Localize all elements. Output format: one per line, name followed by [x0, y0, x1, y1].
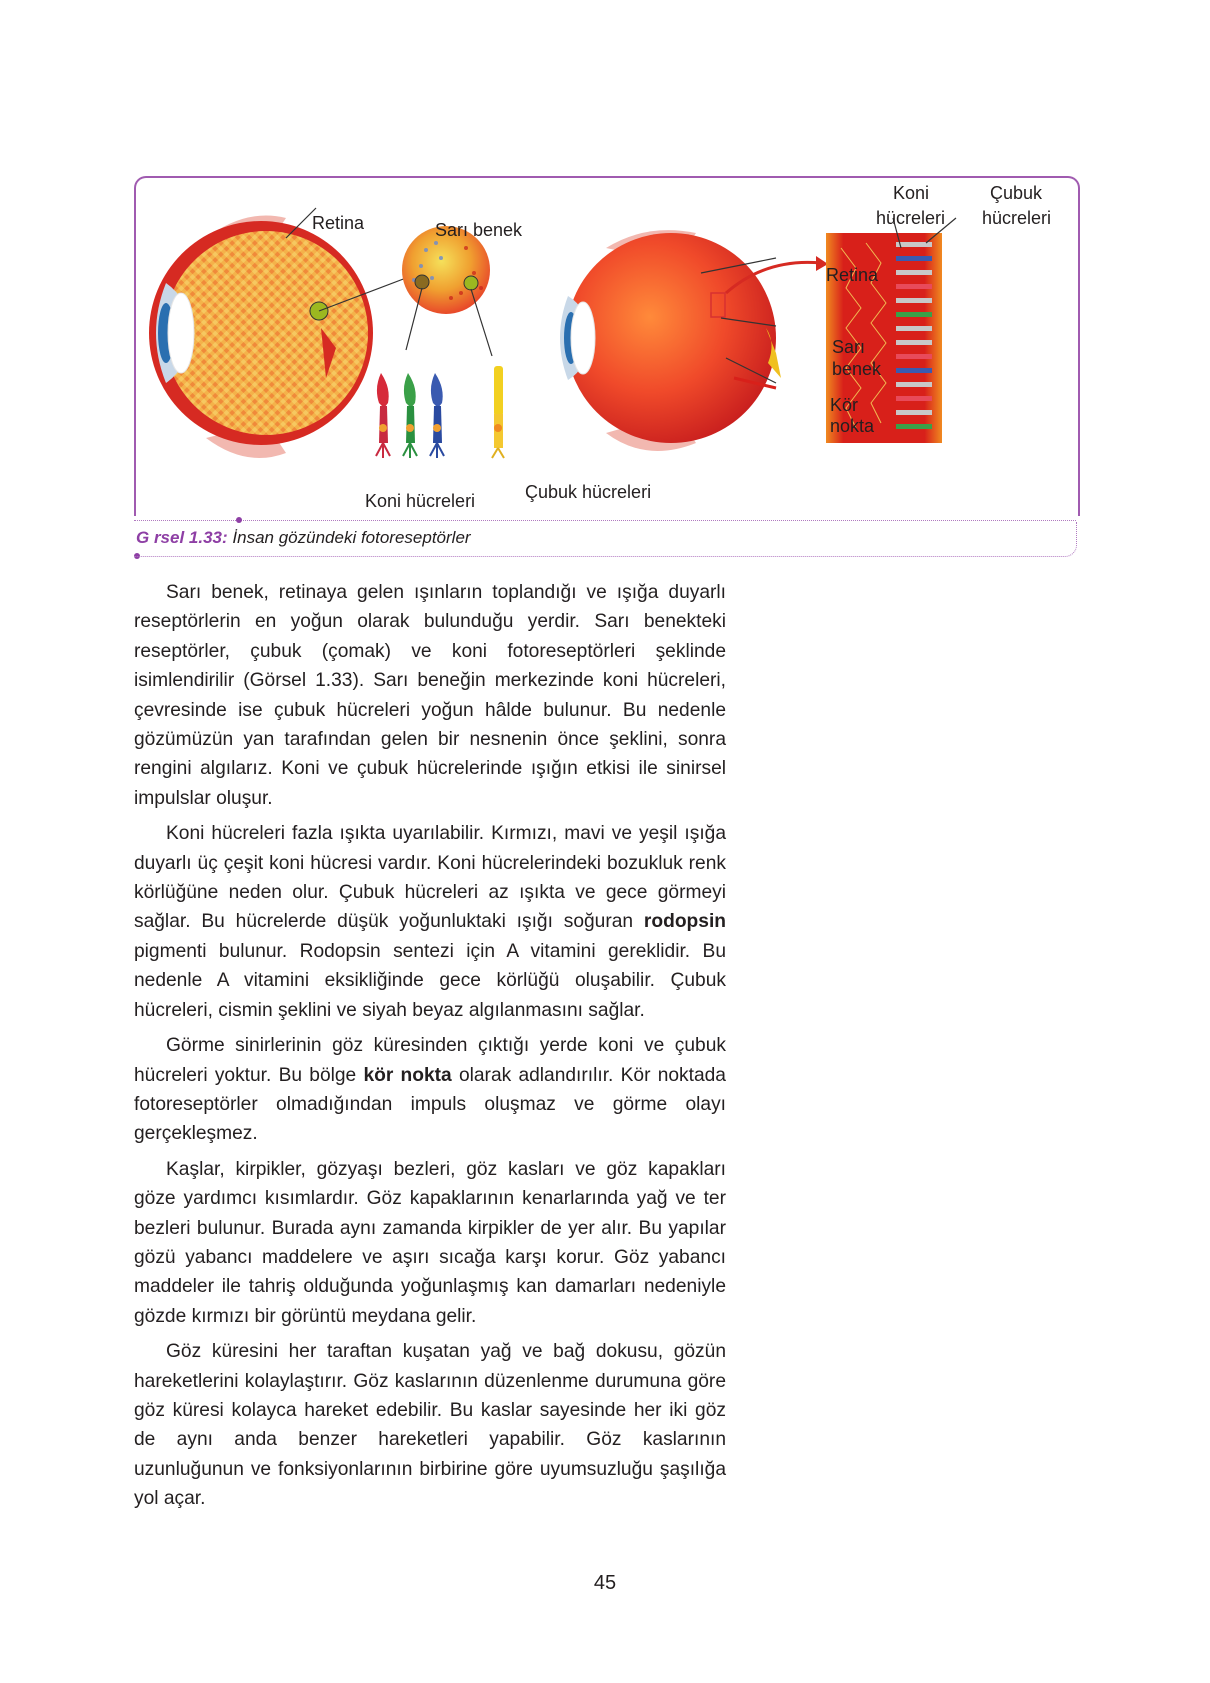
rod-cell	[492, 366, 504, 458]
label-koni-top-2: hücreleri	[876, 208, 946, 228]
label-sari-right-2: benek	[832, 359, 882, 379]
term-kor-nokta: kör nokta	[363, 1064, 452, 1086]
left-eye	[149, 208, 406, 458]
label-sari-right-1: Sarı	[832, 337, 866, 357]
label-kor-2: nokta	[830, 416, 875, 436]
figure-caption	[136, 528, 471, 548]
left-eye-retina-pattern	[164, 231, 368, 435]
caption-text: İnsan gözündeki fotoreseptörler	[232, 528, 471, 547]
macula-zoom	[402, 226, 492, 356]
paragraph-1: Sarı benek, retinaya gelen ışınların toplandığı ve ışığa duyarlı reseptörlerin en yoğun olarak bulunduğu yerdir. Sarı benekteki reseptörler, çubuk (çomak) ve koni fotoreseptörleri şeklinde isimlendirilir (Görsel 1.33). Sarı beneğin merkezinde koni hücreleri, çevresinde ise çubuk hücreleri yoğun hâlde bulunur. Bu nedenle gözümüzün yan tarafından gelen bir nesnenin önce şeklini, sonra rengini algılarız. Koni ve çubuk hücrelerinde ışığın etkisi ile sinirsel impulslar oluşur.	[134, 582, 726, 809]
paragraph-3: Görme sinirlerinin göz küresinden çıktığı yerde koni ve çubuk hücreleri yoktur. Bu bölge kör nokta olarak adlandırılır. Kör noktada fotoreseptörler olmadığından impuls oluşmaz ve görme olayı gerçekleşmez.	[134, 1035, 726, 1145]
cone-cell-red	[376, 373, 390, 458]
cone-cells	[376, 373, 444, 458]
label-cubuk-top-1: Çubuk	[990, 183, 1043, 203]
label-koni-top-1: Koni	[893, 183, 930, 203]
label-koni-hucreleri: Koni hücreleri	[365, 491, 476, 511]
page-number: 45	[593, 1572, 617, 1594]
caption-number: G rsel 1.33:	[136, 528, 228, 547]
term-rodopsin: rodopsin	[643, 911, 726, 933]
label-retina-right: Retina	[826, 265, 879, 285]
cone-cell-green	[403, 373, 417, 458]
label-retina-left: Retina	[312, 213, 365, 233]
paragraph-2: Koni hücreleri fazla ışıkta uyarılabilir. Kırmızı, mavi ve yeşil ışığa duyarlı üç çeşit koni hücresi vardır. Koni hücrelerindeki bozukluk renk körlüğüne neden olur. Çubuk hücreleri az ışıkta ve gece görmeyi sağlar. Bu hücrelerde düşük yoğunluktaki ışığı soğuran rodopsin pigmenti bulunur. Rodopsin sentezi için A vitamini gereklidir. Bu nedenle A vitamini eksikliğinde gece körlüğü oluşabilir. Çubuk hücreleri, cismin şeklini ve siyah beyaz algılanmasını sağlar.	[134, 823, 726, 1021]
label-cubuk-hucreleri: Çubuk hücreleri	[525, 482, 652, 502]
paragraph-5: Göz küresini her taraftan kuşatan yağ ve bağ dokusu, gözün hareketlerini kolaylaştırır. Göz kaslarının düzenlenme durumuna göre göz küresi kolayca hareket edebilir. Bu kaslar sayesinde her iki göz de aynı anda benzer hareketleri yapabilir. Göz kaslarının uzunluğunun ve fonksiyonlarının birbirine göre uyumsuzluğu şaşılığa yol açar.	[134, 1341, 726, 1510]
left-eye-lens	[168, 293, 194, 373]
caption-divider	[134, 520, 1076, 521]
paragraph-4: Kaşlar, kirpikler, gözyaşı bezleri, göz kasları ve göz kapakları göze yardımcı kısımlardır. Göz kapaklarının kenarlarında yağ ve ter bezleri bulunur. Burada aynı zamanda kirpikler de yer alır. Bu yapılar gözü yabancı maddelere ve aşırı sıcağa karşı korur. Göz yabancı maddeler ile tahriş olduğunda yoğunlaşmış kan damarları nedeniyle gözde kırmızı bir görüntü meydana gelir.	[134, 1158, 726, 1327]
body-text	[134, 578, 726, 1520]
label-cubuk-top-2: hücreleri	[982, 208, 1052, 228]
label-sari-benek: Sarı benek	[435, 220, 523, 240]
right-eye	[560, 230, 828, 451]
label-kor-1: Kör	[830, 395, 859, 415]
cone-cell-blue	[430, 373, 444, 458]
